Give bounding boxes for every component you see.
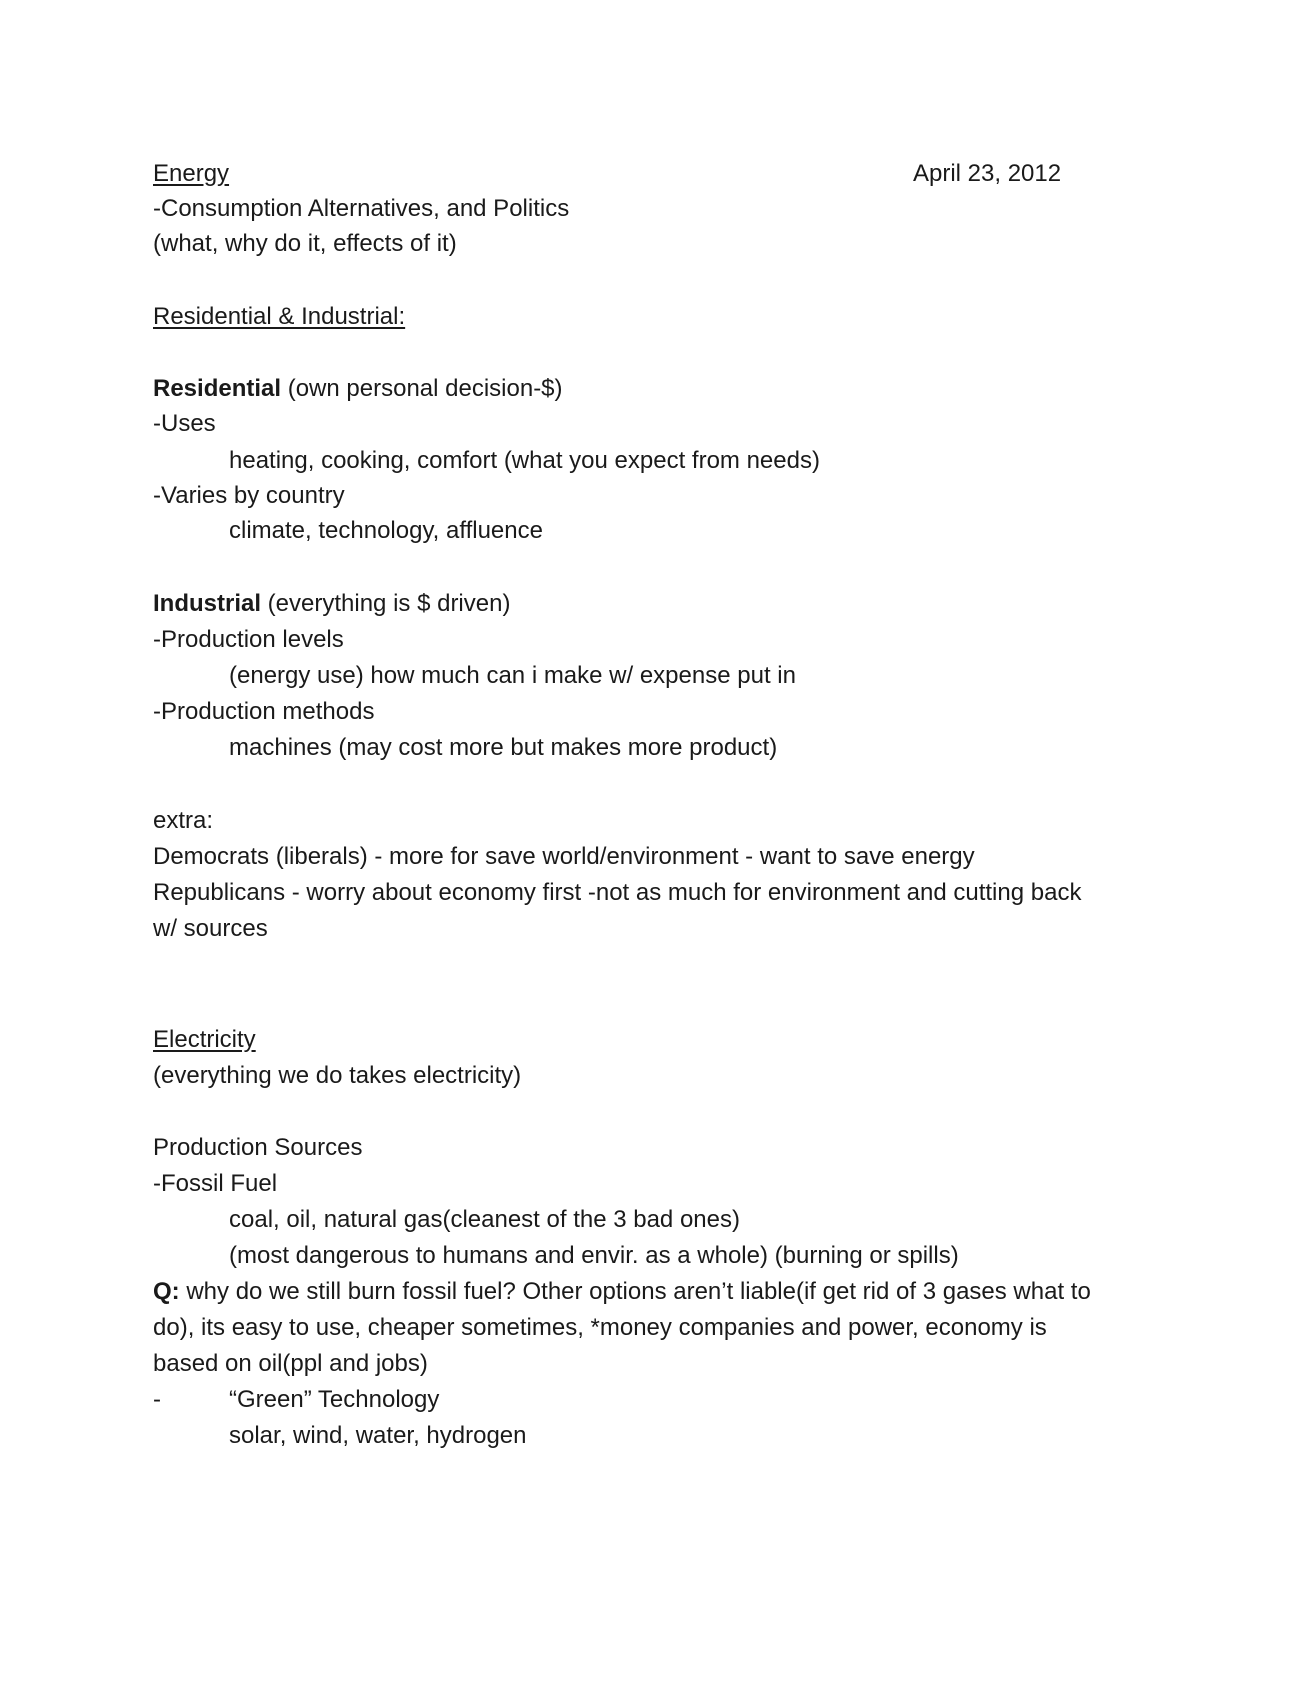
question-line-1 <box>153 1277 1091 1307</box>
industrial-methods: -Production methods <box>153 698 375 725</box>
electricity-heading: Electricity <box>153 1026 256 1053</box>
industrial-note: (everything is $ driven) <box>261 590 511 617</box>
residential-uses-detail: heating, cooking, comfort (what you expect from needs) <box>229 447 820 474</box>
question-line-3: based on oil(ppl and jobs) <box>153 1350 428 1377</box>
industrial-heading <box>153 589 510 619</box>
industrial-levels: -Production levels <box>153 626 344 653</box>
subtitle-note: (what, why do it, effects of it) <box>153 230 457 257</box>
extra-democrats: Democrats (liberals) - more for save world/environment - want to save energy <box>153 843 975 870</box>
extra-sources: w/ sources <box>153 915 268 942</box>
fossil-fuel-detail-2: (most dangerous to humans and envir. as a whole) (burning or spills) <box>229 1242 959 1269</box>
question-label: Q: <box>153 1278 180 1305</box>
fossil-fuel-item: -Fossil Fuel <box>153 1170 278 1197</box>
extra-label: extra: <box>153 807 214 834</box>
production-sources-label: Production Sources <box>153 1134 363 1161</box>
residential-varies: -Varies by country <box>153 482 345 509</box>
page-title: Energy <box>153 160 230 187</box>
residential-uses: -Uses <box>153 410 216 437</box>
residential-note: (own personal decision-$) <box>281 375 563 402</box>
subtitle: -Consumption Alternatives, and Politics <box>153 195 570 222</box>
date-text: April 23, 2012 <box>913 160 1062 187</box>
industrial-label: Industrial <box>153 590 262 617</box>
industrial-levels-detail: (energy use) how much can i make w/ expense put in <box>229 662 796 689</box>
industrial-methods-detail: machines (may cost more but makes more product) <box>229 734 778 761</box>
residential-heading <box>153 374 563 404</box>
residential-label: Residential <box>153 375 282 402</box>
green-dash: - <box>153 1386 161 1413</box>
electricity-note: (everything we do takes electricity) <box>153 1062 522 1089</box>
question-text-1: why do we still burn fossil fuel? Other options aren’t liable(if get rid of 3 gases what to <box>179 1278 1091 1305</box>
fossil-fuel-detail-1: coal, oil, natural gas(cleanest of the 3 bad ones) <box>229 1206 740 1233</box>
residential-varies-detail: climate, technology, affluence <box>229 517 543 544</box>
question-line-2: do), its easy to use, cheaper sometimes, *money companies and power, economy is <box>153 1314 1047 1341</box>
green-technology-detail: solar, wind, water, hydrogen <box>229 1422 527 1449</box>
section-heading-residential-industrial: Residential & Industrial: <box>153 303 406 330</box>
green-technology-item: “Green” Technology <box>229 1386 440 1413</box>
extra-republicans: Republicans - worry about economy first -not as much for environment and cutting back <box>153 879 1082 906</box>
